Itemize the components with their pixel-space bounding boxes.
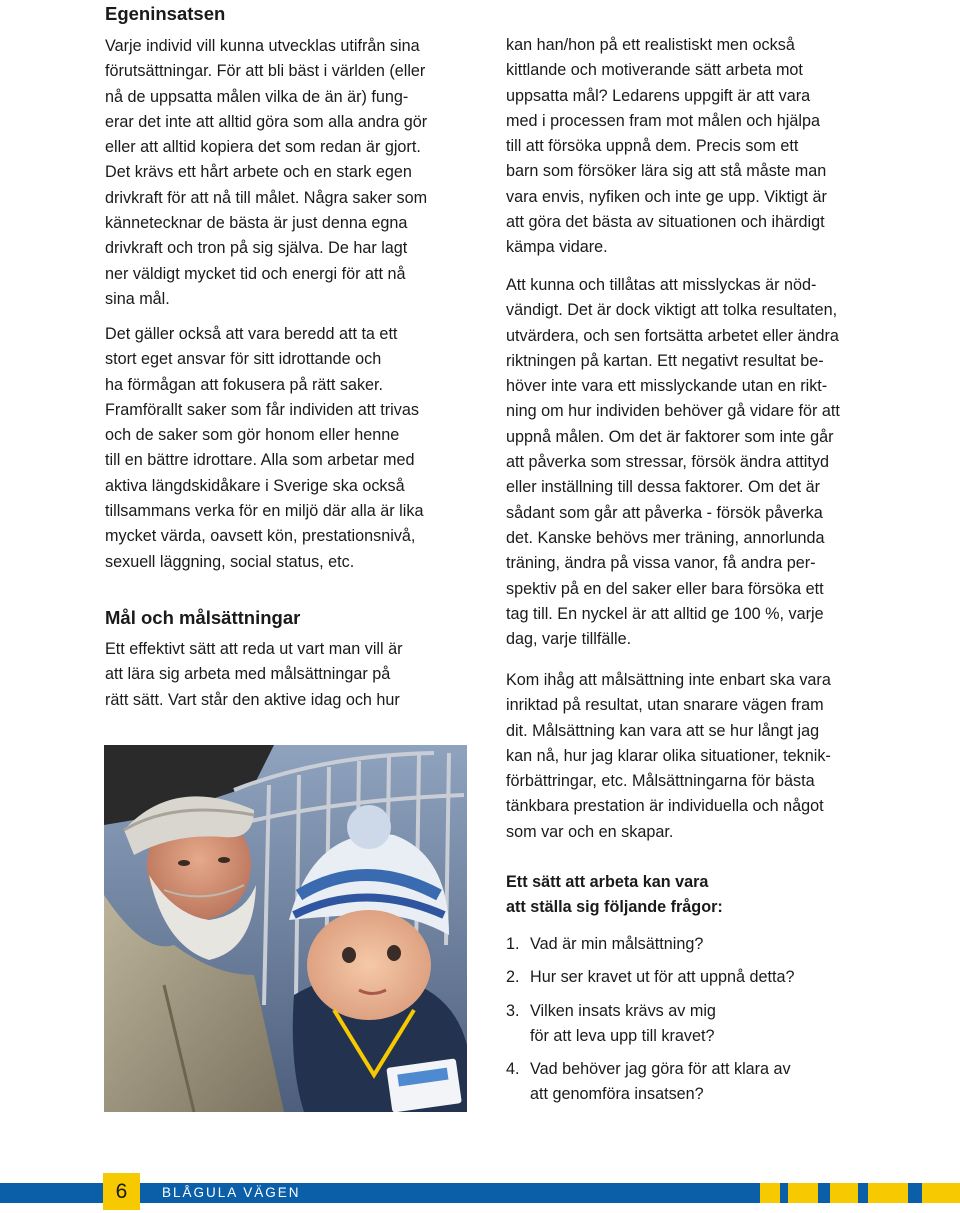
paragraph: Det gäller också att vara beredd att ta ett stort eget ansvar för sitt idrottande och ha förmågan att fokusera på rätt saker. Framförallt saker som får individen att trivas och de saker som gör honom eller henne till en bättre idrottare. Alla som arbetar med aktiva längdskidåkare i Sverige ska också tillsammans verka för en miljö där alla är lika mycket värda, oavsett kön, prestationsnivå, sexuell läggning, social status, etc. [105, 325, 424, 571]
footer-yellow-block [830, 1183, 858, 1203]
list-item [506, 1057, 795, 1108]
list-text: Vad behöver jag göra för att klara av att genomföra insatsen? [530, 1060, 791, 1104]
list-number: 4. [506, 1060, 520, 1079]
footer-blue-block [908, 1183, 922, 1203]
paragraph: Att kunna och tillåtas att misslyckas är nöd- vändigt. Det är dock viktigt att tolka resultaten, utvärdera, och sen fortsätta arbetet eller ändra riktningen på kartan. Ett negativt resultat be- höver inte vara ett misslyckande utan en rikt- ning om hur individen behöver gå vidare för att uppnå målen. Om det är faktorer som inte går att påverka som stressar, försök ändra attityd eller inställning till dessa faktorer. Om det är sådant som går att påverka - försök påverka det. Kanske behövs mer träning, annorlunda träning, ändra på vissa vanor, få andra per- spektiv på en del saker eller bara försöka ett tag till. En nyckel är att alltid ge 100 %, varje dag, varje tillfälle. [506, 276, 840, 649]
page-number: 6 [115, 1180, 128, 1203]
footer-blue-block [818, 1183, 830, 1203]
list-text: Vilken insats krävs av mig för att leva upp till kravet? [530, 1001, 716, 1045]
footer-yellow-block [922, 1183, 960, 1203]
questions-list [506, 932, 795, 1108]
footer-yellow-block [868, 1183, 908, 1203]
list-text: Hur ser kravet ut för att uppnå detta? [530, 968, 795, 987]
footer-blue-block [780, 1183, 788, 1203]
photo-man-and-child [104, 745, 467, 1112]
footer-yellow-block [760, 1183, 780, 1203]
list-text: Vad är min målsättning? [530, 935, 704, 953]
list-item [506, 965, 795, 990]
footer-blue-block [858, 1183, 868, 1203]
list-item [506, 932, 795, 957]
paragraph: Varje individ vill kunna utvecklas utifrån sina förutsättningar. För att bli bäst i världen (eller nå de uppsatta målen vilka de än är) fung- erar det inte att alltid göra som alla andra gör eller att alltid kopiera det som redan är gjort. Det krävs ett hårt arbete och en stark egen drivkraft för att nå till målet. Några saker som kännetecknar de bästa är just denna egna drivkraft och tron på sig själva. De har lagt ner väldigt mycket tid och energi för att nå sina mål. [105, 37, 428, 308]
footer-yellow-block [788, 1183, 818, 1203]
paragraph: Ett effektivt sätt att reda ut vart man vill är att lära sig arbeta med målsättningar på rätt sätt. Vart står den aktive idag och hur [105, 640, 403, 709]
section-title-mal: Mål och målsättningar [105, 607, 301, 628]
list-number: 3. [506, 1001, 520, 1020]
footer-stripe [0, 1183, 960, 1203]
list-number: 2. [506, 968, 520, 987]
paragraph: Kom ihåg att målsättning inte enbart ska vara inriktad på resultat, utan snarare vägen fram dit. Målsättning kan vara att se hur långt jag kan nå, hur jag klarar olika situationer, teknik- förbättringar, etc. Målsättningarna för bästa tänkbara prestation är individuella och något som var och en skapar. [506, 671, 831, 841]
list-item [506, 999, 795, 1050]
list-number: 1. [506, 935, 520, 953]
publication-name: BLÅGULA VÄGEN [162, 1185, 301, 1200]
questions-heading: Ett sätt att arbeta kan vara att ställa sig följande frågor: [506, 873, 723, 917]
paragraph: kan han/hon på ett realistiskt men också kittlande och motiverande sätt arbeta mot uppsatta mål? Ledarens uppgift är att vara med i processen fram mot målen och hjälpa till att försöka uppnå dem. Precis som ett barn som försöker lära sig att stå måste man vara envis, nyfiken och inte ge upp. Viktigt är att göra det bästa av situationen och ihärdigt kämpa vidare. [506, 36, 827, 257]
section-title-egeninsatsen: Egeninsatsen [105, 3, 226, 24]
